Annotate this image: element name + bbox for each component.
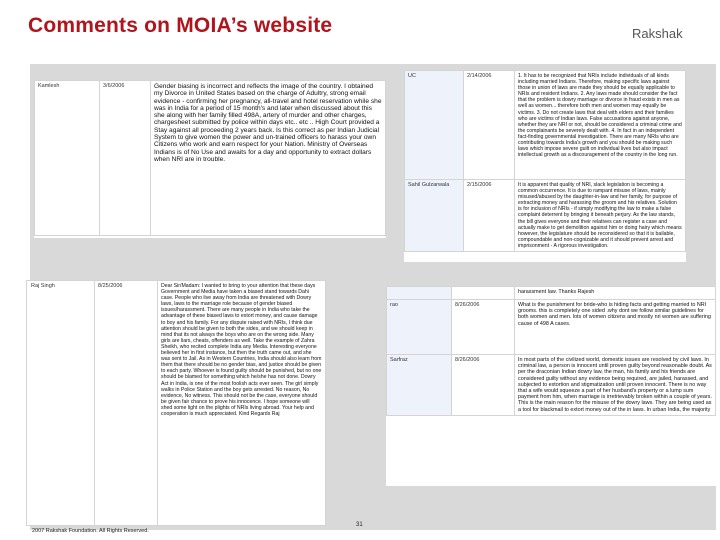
comment-date: 8/26/2006 [452,355,515,416]
table-row [405,71,686,180]
comment-clip-uc-sahil [404,70,686,262]
screenshot-collage [30,64,716,530]
commenter-name: rao [387,300,452,355]
page-number: 31 [356,522,363,528]
footer-copyright: 2007 Rakshak Foundation. All Rights Reserved. [32,528,149,534]
table-row [387,300,716,355]
comment-date: 8/25/2006 [95,281,158,526]
table-row [387,355,716,416]
commenter-name: Sahil Gulzarwala [405,180,464,252]
comment-clip-kamlesh [34,80,386,238]
table-row [35,81,386,236]
table-row [27,281,326,526]
comment-clip-raj [26,280,326,526]
comment-text: 1. It has to be recognized that NRIs include individuals of all kinds including married Indians. Therefore, making specific laws against those in union of laws are made they should be equally applicable to NRIs and resident Indians. 2. Any laws made should consider the fact that the problem is dowry marriage or divorce in fraud exists in men as well as women... therefore both men and women may equally be victims. 3. Do not create laws that deal with elders and their families who are victims of Indian laws. False accusations against anyone, whether they are NRI or not, should be considered a criminal crime and the complainants be severely dealt with. 4. In fact in an independent fact-finding governmental investigation. There are many NRIs who are contributing towards India's growth and you should be making such laws which impose severe guilt on individual lives but also impact intellectual growth as a discouragement of the country in the long run. [515,71,686,180]
comment-text: Gender biasing is incorrect and reflects the image of the country. I obtained my Divorce in United States based on the charge of Adultry, strong email evidence - confirming her pregnancy, all-travel and hotel reservation while she was in India for a period of 15 month's and later when discussed about this she along with her family filled 498A, artery of murder and other charges, chargesheet submitted by police within days etc.. etc .. High Court provided a Stay against all proceeding 2 years back. Is this correct as per Indian Judicial System to give women the power and un-trained officers to harass your own Citizens who work and earn respect for your Nation. Ministry of Overseas Indians is of No Use and awaits for a day and opportunity to extract dollars when NRI are in trouble. [151,81,386,236]
commenter-name: Raj Singh [27,281,95,526]
commenter-name: UC [405,71,464,180]
comment-text: It is apparent that quality of NRI, slack legislation is becoming a common occurrence. It is due to rampant misuse of laws, mainly misused/abused by the daughter-in-law and her family, for purpose of extracting money and harassing the groom and his relatives. Solution is for inclusion of NRIs - if simply modifying the law to make a false complaint deterrent by bringing it beneath perjury. As the law stands, the bill gives everyone and their relatives can register a case and actually make to get demolition against him or doing hairy which means however, the legislature should be reconsidered so that it is bailable, compoundable and non-cognizable and it should prevent arrest and imprisonment - A rigorous investigation. [515,180,686,252]
comment-text: What is the punishment for bride-who is hiding facts and getting married to NRI grooms. this is completely one sided .why dont we follow similar guidelines for both women and men. lots of women citizens and mostly nri women are suffering cause of 498 A cases. [515,300,716,355]
comment-text: In most parts of the civilized world, domestic issues are resolved by civil laws. In criminal law, a person is innocent until proven guilty beyond reasonable doubt. As per the draconian Indian dowry law, the man, his family and his friends are considered guilty without any evidence being required, are jailed, harassed, and subjected to extortion and stigmatization until proven innocent. There is no way that a wife would squeeze a part of her husband's property or a lump sum payment from him, when marriage is irretrievably broken within a couple of years. This is the main reason for the misuse of the dowry laws. They are being used as a tool for blackmail to extort money out of the in laws. In urban India, the majority [515,355,716,416]
comment-text: harassment law. Thanks Rajesh [515,287,716,300]
commenter-name: Sarfraz [387,355,452,416]
comment-clip-rao-sarfraz [386,286,716,486]
comment-date: 2/14/2006 [464,71,515,180]
table-row [387,287,716,300]
comment-date: 3/6/2006 [100,81,151,236]
table-row [405,180,686,252]
commenter-name: Kamlesh [35,81,100,236]
brand-name: Rakshak [632,26,683,41]
comment-date: 8/26/2006 [452,300,515,355]
comment-date: 2/15/2006 [464,180,515,252]
page-title: Comments on MOIA’s website [28,14,333,37]
comment-text: Dear Sir/Madam: I wanted to bring to your attention that these days Government and Media have taken a biased stand towards Dahi case. People who live away from India are threatened with Dowry laws, laws to the marriage role because of gender biased issues/harassment. There are many people in India who take the advantage of these biased laws to extort money, and cause damage to boy and his family. For any dispute raised with NRIs, I think due attention should be given to both the sides, and we should keep in mind that its not always the boys who are on the wrong side. Many girls are liars, cheats, offenders as well. Take the example of Zahra Sheikh, who recited complete India any Media. Interesting everyone believed her in first instance, but then the truth came out, and she was sent to Jail. As in Western Countries, India should also learn from them that there should be no gender bias, and justice should be given to each party. Whoever is found guilty should be punished, but no one should be blamed for something which he/she has not done. Dowry Act in India, is one of the most foolish acts ever seen. The girl simply walks in Police Station and the boy gets arrested. No reason, No evidence, No witness. This should not be the case, everyone should be given fair chance to prove his innocence. I hope someone will shed some light on the plights of NRIs living abroad. Your help and cooperation is much appreciated. Kind Regards Raj [158,281,326,526]
